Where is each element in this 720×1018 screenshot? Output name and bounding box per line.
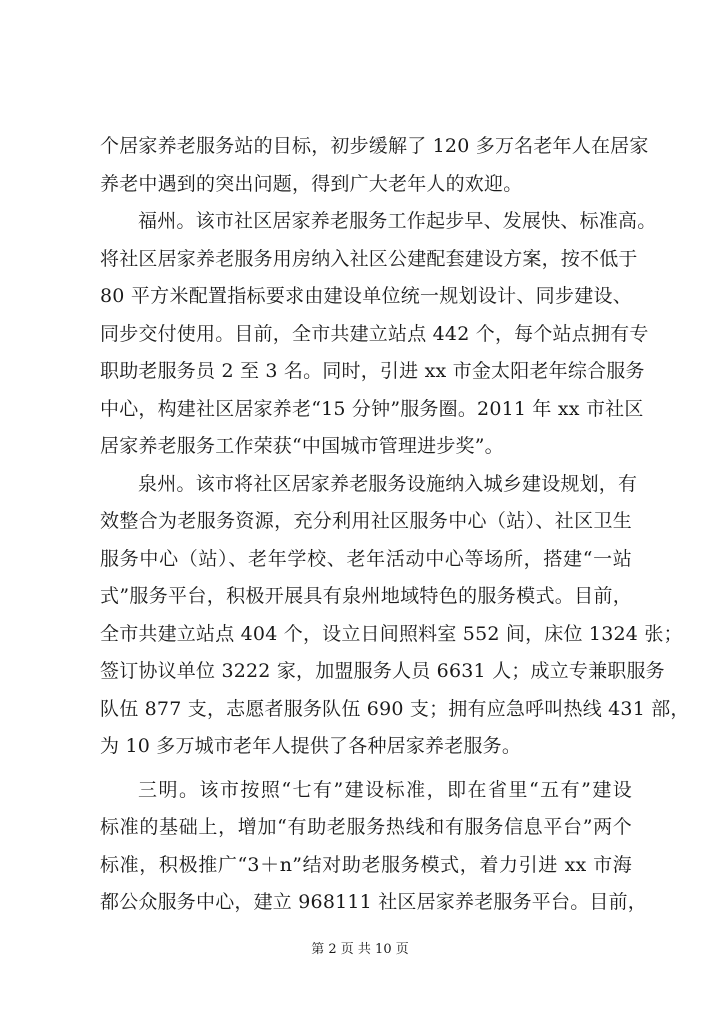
text-line: 全市共建立站点 404 个，设立日间照料室 552 间，床位 1324 张； (100, 622, 683, 645)
text-line: 80 平方米配置指标要求由建设单位统一规划设计、同步建设、 (100, 285, 632, 307)
text-line: 签订协议单位 3222 家，加盟服务人员 6631 人；成立专兼职服务 (100, 660, 665, 682)
text-line: 居家养老服务工作荣获“中国城市管理进步奖”。 (100, 435, 504, 457)
text-line: 都公众服务中心，建立 968111 社区居家养老服务平台。目前， (100, 891, 648, 913)
text-line: 服务中心（站）、老年学校、老年活动中心等场所，搭建“一站 (100, 547, 632, 570)
paragraph-quanzhou-start: 泉州。该市将社区居家养老服务设施纳入城乡建设规划，有 (138, 472, 638, 495)
paragraph-fuzhou-start: 福州。该市社区居家养老服务工作起步早、发展快、标准高。 (138, 210, 657, 232)
text-line: 标准的基础上，增加“有助老服务热线和有服务信息平台”两个 (100, 816, 632, 838)
text-line: 效整合为老服务资源，充分利用社区服务中心（站）、社区卫生 (100, 510, 632, 532)
text-line: 养老中遇到的突出问题，得到广大老年人的欢迎。 (100, 172, 523, 195)
text-line: 中心，构建社区居家养老“15 分钟”服务圈。2011 年 xx 市社区 (100, 397, 644, 420)
text-line: 将社区居家养老服务用房纳入社区公建配套建设方案，按不低于 (100, 247, 638, 270)
text-line: 式”服务平台，积极开展具有泉州地域特色的服务模式。目前， (100, 585, 632, 607)
text-line: 个居家养老服务站的目标，初步缓解了 120 多万名老年人在居家 (100, 135, 649, 157)
text-line: 为 10 多万城市老年人提供了各种居家养老服务。 (100, 735, 522, 757)
text-line: 同步交付使用。目前，全市共建立站点 442 个，每个站点拥有专 (100, 322, 649, 345)
text-line: 职助老服务员 2 至 3 名。同时，引进 xx 市金太阳老年综合服务 (100, 360, 645, 382)
page-number-footer: 第 2 页 共 10 页 (311, 942, 409, 957)
paragraph-sanming-start: 三明。该市按照“七有”建设标准，即在省里“五有”建设 (138, 778, 632, 801)
body-text (100, 128, 690, 922)
text-line: 队伍 877 支，志愿者服务队伍 690 支；拥有应急呼叫热线 431 部， (100, 697, 690, 720)
text-line: 标准，积极推广“3＋n”结对助老服务模式，着力引进 xx 市海 (100, 853, 632, 876)
